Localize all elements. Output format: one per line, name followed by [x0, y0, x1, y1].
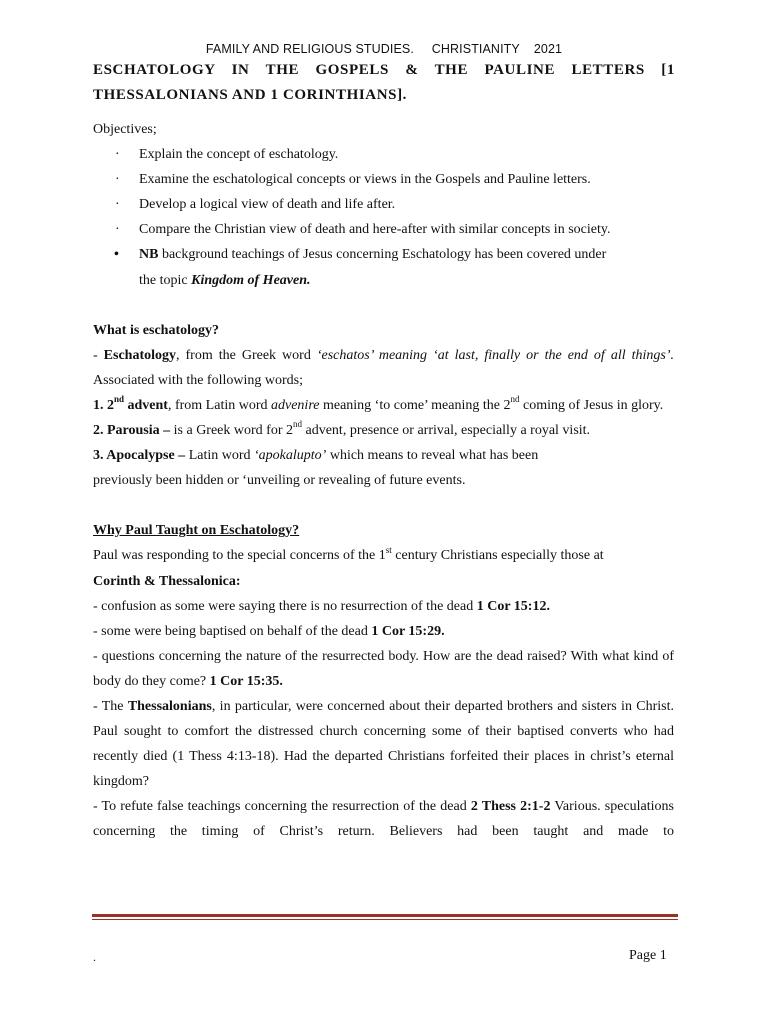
- list-item: · Develop a logical view of death and life after.: [93, 192, 674, 217]
- reason-4: - The Thessalonians, in particular, were concerned about their departed brothers and sisters in Christ. Paul sought to comfort the distressed church concerning some of their baptised converts who had recently died (1 Thess 4:13-18). Had the departed Christians forfeited their places in christ’s eternal kingdom?: [93, 698, 674, 790]
- reason-5: - To refute false teachings concerning the resurrection of the dead 2 Thess 2:1-2 Various. speculations concerning the timing of Christ’s return. Believers had been taught and made to: [93, 799, 675, 840]
- section-heading-what-is: What is eschatology?: [93, 322, 219, 338]
- bullet-icon: ·: [115, 222, 120, 238]
- footer-rule-thin: [92, 919, 678, 920]
- nb-label: NB: [139, 247, 159, 263]
- list-item: · Explain the concept of eschatology.: [93, 142, 674, 167]
- term-apocalypse: 3. Apocalypse – Latin word ‘apokalupto’ which means to reveal what has been previously been hidden or ‘unveiling or revealing of future events.: [93, 448, 539, 489]
- footer-dot: .: [93, 950, 96, 964]
- list-item: · Compare the Christian view of death and here-after with similar concepts in society.: [93, 217, 674, 242]
- section-heading-why-paul: Why Paul Taught on Eschatology?: [93, 523, 300, 539]
- term-second-advent: 1. 2nd advent, from Latin word advenire meaning ‘to come’ meaning the 2nd coming of Jesus in glory.: [93, 394, 664, 413]
- title-line-2: THESSALONIANS AND 1 CORINTHIANS].: [93, 87, 408, 103]
- reason-1: - confusion as some were saying there is no resurrection of the dead 1 Cor 15:12.: [93, 598, 550, 614]
- document-body: [93, 117, 674, 845]
- reason-2: - some were being baptised on behalf of the dead 1 Cor 15:29.: [93, 623, 445, 639]
- list-item: · Examine the eschatological concepts or views in the Gospels and Pauline letters.: [93, 167, 674, 192]
- reason-3: - questions concerning the nature of the resurrected body. How are the dead raised? With what kind of body do they come? 1 Cor 15:35.: [93, 648, 674, 689]
- running-header: FAMILY AND RELIGIOUS STUDIES. CHRISTIANITY 2021: [205, 42, 563, 56]
- bullet-icon: •: [114, 247, 119, 263]
- why-paul-intro: Paul was responding to the special concerns of the 1st century Christians especially those at Corinth & Thessalonica:: [93, 544, 604, 589]
- topic-kingdom-of-heaven: Kingdom of Heaven.: [191, 272, 311, 288]
- objectives-label: Objectives;: [93, 122, 157, 137]
- bullet-icon: ·: [115, 147, 120, 163]
- footer-rule: [92, 914, 678, 917]
- objectives-list: [93, 142, 674, 293]
- bullet-icon: ·: [115, 197, 120, 213]
- nb-item: • NB background teachings of Jesus concerning Eschatology has been covered under the topic Kingdom of Heaven.: [93, 242, 674, 292]
- document-title: [93, 58, 675, 108]
- title-line-1: ESCHATOLOGY IN THE GOSPELS & THE PAULINE LETTERS [1: [93, 62, 675, 78]
- eschatology-definition: - Eschatology, from the Greek word ‘eschatos’ meaning ‘at last, finally or the end of all things’. Associated with the following words;: [93, 347, 674, 388]
- page-number: Page 1: [629, 948, 667, 963]
- bullet-icon: ·: [115, 172, 120, 188]
- term-parousia: 2. Parousia – is a Greek word for 2nd advent, presence or arrival, especially a royal visit.: [93, 419, 591, 439]
